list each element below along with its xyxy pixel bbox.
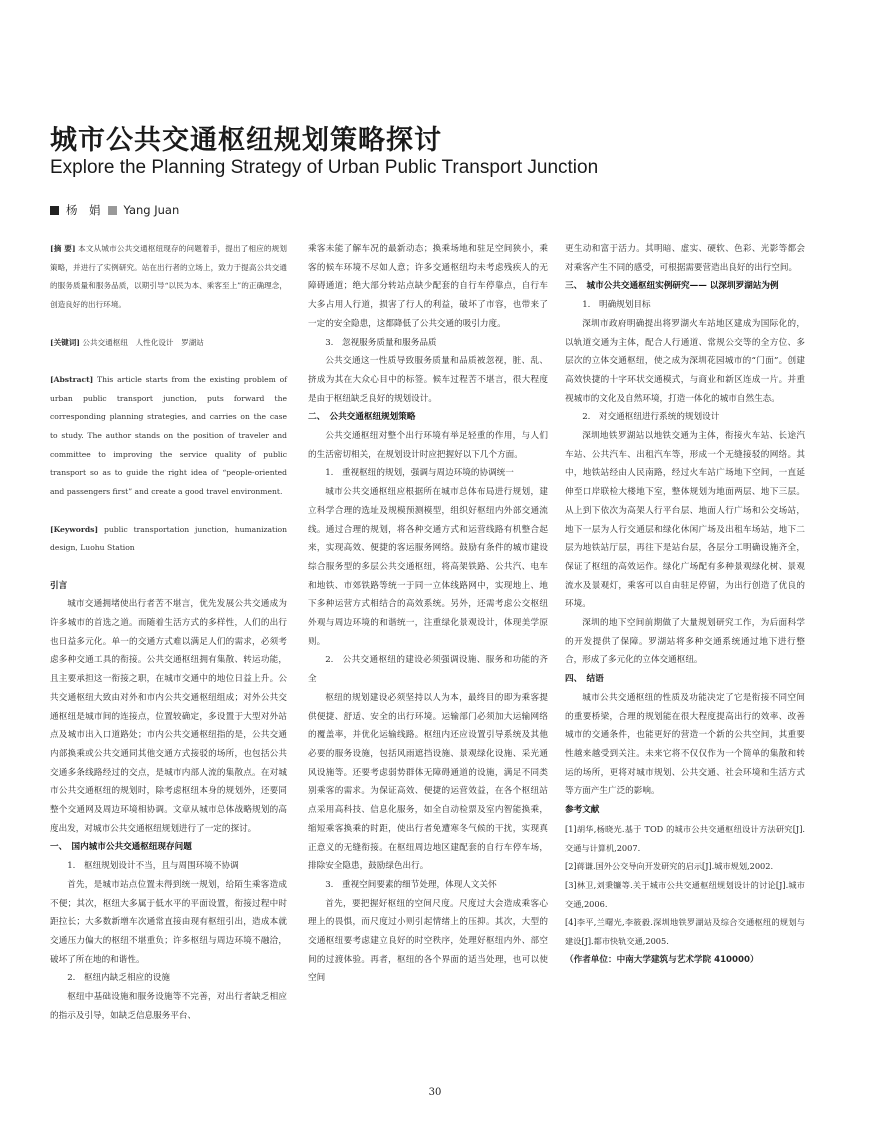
section-1-heading: 一、 国内城市公共交通枢纽现存问题 bbox=[50, 842, 192, 853]
abstract-text: 本文从城市公共交通枢纽现存的问题着手，提出了相应的规划策略，并进行了实例研究。站在出行者的立场上，致力于提高公共交通的服务质量和服务品质，以期引导“以民为本、乘客至上”的正确理念，创造良好的出行环境。 bbox=[50, 244, 287, 310]
subsection-3-2-paragraph-2: 深圳的地下空间前期做了大量规划研究工作，为后面科学的开发提供了保障。罗湖站将多种交通系统通过地下进行整合，形成了多元化的立体交通枢纽。 bbox=[565, 618, 805, 666]
section-3-heading: 三、 城市公共交通枢纽实例研究—— 以深圳罗湖站为例 bbox=[565, 281, 779, 292]
subsection-3-1-heading: 1. 明确规划目标 bbox=[582, 300, 651, 311]
section-4-heading: 四、 结语 bbox=[565, 674, 604, 685]
subsection-3-1-paragraph: 深圳市政府明确提出将罗湖火车站地区建成为国际化的，以轨道交通为主体，配合人行通道、常规公交等的全方位、多层次的立体交通枢纽，使之成为深圳花园城市的“门面”。创建高效快捷的十字环状交通模式，与商业和新区连成一片。并重视城市的文化及自然环境，打造一体化的城市自然生态。 bbox=[565, 318, 805, 404]
keywords-text: 公共交通枢纽 人性化设计 罗湖站 bbox=[82, 337, 204, 347]
column-middle bbox=[308, 240, 548, 988]
author-name-english: Yang Juan bbox=[123, 203, 180, 217]
section-2-paragraph: 公共交通枢纽对整个出行环境有举足轻重的作用，与人们的生活密切相关，在规划设计时应把握好以下几个方面。 bbox=[308, 431, 548, 460]
square-bullet-icon bbox=[50, 206, 59, 215]
section-4-paragraph: 城市公共交通枢纽的性质及功能决定了它是衔接不同空间的重要桥梁，合理的规划能在很大程度提高出行的效率、改善城市的交通条件，也能更好的营造一个新的公共空间，其重要性越来越受到关注。未来它将不仅仅作为一个简单的集散和转运的场所，更将对城市规划、公共交通、社会环境和生活方式等方面产生广泛的影响。 bbox=[565, 692, 805, 797]
section-2-heading: 二、 公共交通枢纽规划策略 bbox=[308, 412, 416, 423]
subsection-3-2-paragraph: 深圳地铁罗湖站以地铁交通为主体，衔接火车站、长途汽车站、公共汽车、出租汽车等，形成一个无缝接驳的网络。其中，地铁站经由人民南路，经过火车站广场地下空间，一直延伸至口岸联检大楼地下室，整体规划为地面两层、地下三层。从上到下依次为高架人行平台层、地面人行广场和公交场站，地下一层为人行交通层和绿化休闲广场及出租车场站，地下二层为地铁站厅层，再往下是站台层，各层分工明确设施齐全，保证了枢纽的高效运作。绿化广场配有多种景观绿化树、景观流水及景观灯，乘客可以自由驻足停留，为出行创造了优良的环境。 bbox=[565, 431, 805, 610]
author-affiliation: （作者单位：中南大学建筑与艺术学院 410000） bbox=[565, 954, 759, 965]
subsection-2-1-heading: 1. 重视枢纽的规划，强调与周边环境的协调统一 bbox=[325, 468, 514, 479]
subsection-2-3-heading: 3. 重视空间要素的细节处理，体现人文关怀 bbox=[325, 879, 497, 890]
abstract-label: [摘 要] bbox=[50, 244, 76, 253]
subsection-2-2-heading: 2. 公共交通枢纽的建设必须强调设施、服务和功能的齐全 bbox=[308, 655, 548, 685]
author-name-chinese: 杨 娟 bbox=[66, 203, 101, 217]
continued-paragraph: 更生动和富于活力。其明暗、虚实、硬软、色彩、光影等都会对乘客产生不同的感受，可根据需要营造出良好的出行空间。 bbox=[565, 244, 805, 273]
reference-item: [4]李平,兰曙光,李筱毅.深圳地铁罗湖站及综合交通枢纽的规划与建设[J].都市快轨交通,2005. bbox=[565, 917, 805, 947]
abstract-en-text: This article starts from the existing problem of urban public transport junction, puts forward the corresponding planning strategies, and carries on the case to study. The author stands on the position of traveler and committee to improving the service quality of public transport so as to guide the right idea of “people-oriented and passengers first” and create a good travel environment. bbox=[50, 374, 287, 497]
column-left bbox=[50, 240, 287, 1025]
keywords-label: [关键词] bbox=[50, 337, 80, 347]
subsection-2-1-paragraph: 城市公共交通枢纽应根据所在城市总体布局进行规划，建立科学合理的选址及规模预测模型，组织好枢纽内外部交通流线。通过合理的规划，将各种交通方式和运营线路有机整合起来，实现高效、便捷的客运服务网络。鼓励有条件的城市建设综合服务型的多层公共交通枢纽，将高架铁路、公共汽、电车和地铁、市郊铁路等统一于同一立体线路网中，实现地上、地下多种运营方式相结合的高效系统。另外，还需考虑公交枢纽外观与周边环境的和谐统一，注重绿化景观设计，体现美学原则。 bbox=[308, 487, 548, 647]
keywords-chinese bbox=[50, 334, 287, 353]
subsection-1-2-paragraph: 枢纽中基础设施和服务设施等不完善，对出行者缺乏相应的指示及引导，如缺乏信息服务平台、 bbox=[50, 992, 287, 1021]
reference-item: [2]蒋谦.国外公交导向开发研究的启示[J].城市规划,2002. bbox=[565, 861, 774, 872]
intro-heading: 引言 bbox=[50, 580, 68, 591]
continued-paragraph: 乘客未能了解车况的最新动态；换乘场地和驻足空间狭小，乘客的候车环境不尽如人意；许多交通枢纽均未考虑残疾人的无障碍通道；绝大部分转站点缺少配套的自行车停靠点，自行车大多占用人行道，损害了行人的利益，破坏了市容，也带来了一定的安全隐患，这都降低了公共交通的吸引力度。 bbox=[308, 244, 548, 329]
article-title-english: Explore the Planning Strategy of Urban Public Transport Junction bbox=[50, 157, 599, 178]
keywords-en-label: [Keywords] bbox=[50, 524, 99, 534]
references-heading: 参考文献 bbox=[565, 805, 600, 816]
keywords-english bbox=[50, 521, 287, 558]
subsection-1-2-heading: 2. 枢纽内缺乏相应的设施 bbox=[67, 973, 170, 984]
subsection-2-2-paragraph: 枢纽的规划建设必须坚持以人为本，最终目的即为乘客提供便捷、舒适、安全的出行环境。运输部门必须加大运输网络的覆盖率，并优化运输线路。枢纽内还应设置引导系统及其他必要的服务设施，包括风雨遮挡设施、景观绿化设施、采光通风设施等。还要考虑弱势群体无障碍通道的设施，满足不同类别乘客的需求。为保证高效、便捷的运营效益，在各个枢纽站点采用高科技、信息化服务，如全自动检票及室内智能换乘，缩短乘客换乘的时距，使出行者免遭寒冬气候的干扰，实现真正意义的无缝衔接。在枢纽周边地区建配套的自行车停车场，排除安全隐患，鼓励绿色出行。 bbox=[308, 692, 548, 872]
subsection-3-2-heading: 2. 对交通枢纽进行系统的规划设计 bbox=[582, 412, 720, 423]
abstract-chinese bbox=[50, 240, 287, 315]
subsection-2-3-paragraph: 首先，要把握好枢纽的空间尺度。尺度过大会造成乘客心理上的畏惧，而尺度过小则引起情绪上的压抑。其次，大型的交通枢纽要考虑建立良好的时空秩序，处理好枢纽内外、部空间的过渡体验。再者，枢纽的各个界面的适当处理，也可以使空间 bbox=[308, 898, 548, 984]
reference-item: [1]胡华,杨晓光.基于 TOD 的城市公共交通枢纽设计方法研究[J].交通与计算机,2007. bbox=[565, 823, 805, 853]
intro-paragraph: 城市交通拥堵使出行者苦不堪言，优先发展公共交通成为许多城市的首选之道。而随着生活方式的多样性，人们的出行也日益多元化。单一的交通方式难以满足人们的需求，必须考虑多种交通工具的衔接。公共交通枢纽拥有集散、转运功能，且主要承担这一衔接之职，在城市交通中的地位日益上升。公共交通枢纽大致由对外和市内公共交通枢纽组成；对外公共交通枢纽是城市间的连接点，位置较确定，多设置于大型对外站点及城市出入口道路处；市内公共交通枢纽指的是，公共交通内部换乘或公共交通同其他交通方式接驳的场所，也包括公共交通多条线路经过的交点，是城市内部人流的集散点。在对城市公共交通枢纽的规划时，除考虑枢纽本身的规划外，还要同整个交通网及周边环境相协调。文章从城市总体战略规划的高度出发，对城市公共交通枢纽规划进行了一定的探讨。 bbox=[50, 599, 287, 834]
reference-item: [3]林卫,刘秉镰等.关于城市公共交通枢纽规划设计的讨论[J].城市交通,2006. bbox=[565, 879, 805, 909]
article-title-chinese: 城市公共交通枢纽规划策略探讨 bbox=[50, 125, 442, 156]
subsection-1-3-paragraph: 公共交通这一性质导致服务质量和品质被忽视，脏、乱、挤成为其在大众心目中的标签。候车过程苦不堪言，很大程度是由于枢纽缺乏良好的规划设计。 bbox=[308, 356, 548, 404]
page-number: 30 bbox=[428, 1087, 442, 1098]
abstract-english bbox=[50, 371, 287, 502]
keywords-en-text: public transportation junction, humanization design, Luohu Station bbox=[50, 524, 288, 553]
subsection-1-3-heading: 3. 忽视服务质量和服务品质 bbox=[325, 337, 437, 348]
column-right bbox=[565, 240, 805, 969]
subsection-1-1-paragraph: 首先，是城市站点位置未得到统一规划，给陌生乘客造成不便；其次，枢纽大多属于低水平的平面设置，衔接过程中时距拉长；大多数新增车次通常直接由现有枢纽引出，造成本就交通压力偏大的枢纽不堪重负；许多枢纽与周边环境不融洽，破坏了所在地的和谐性。 bbox=[50, 879, 287, 965]
grey-square-bullet-icon bbox=[108, 206, 117, 215]
abstract-en-label: [Abstract] bbox=[50, 374, 94, 384]
author-line bbox=[50, 202, 179, 218]
subsection-1-1-heading: 1. 枢纽规划设计不当，且与周围环境不协调 bbox=[67, 861, 239, 872]
